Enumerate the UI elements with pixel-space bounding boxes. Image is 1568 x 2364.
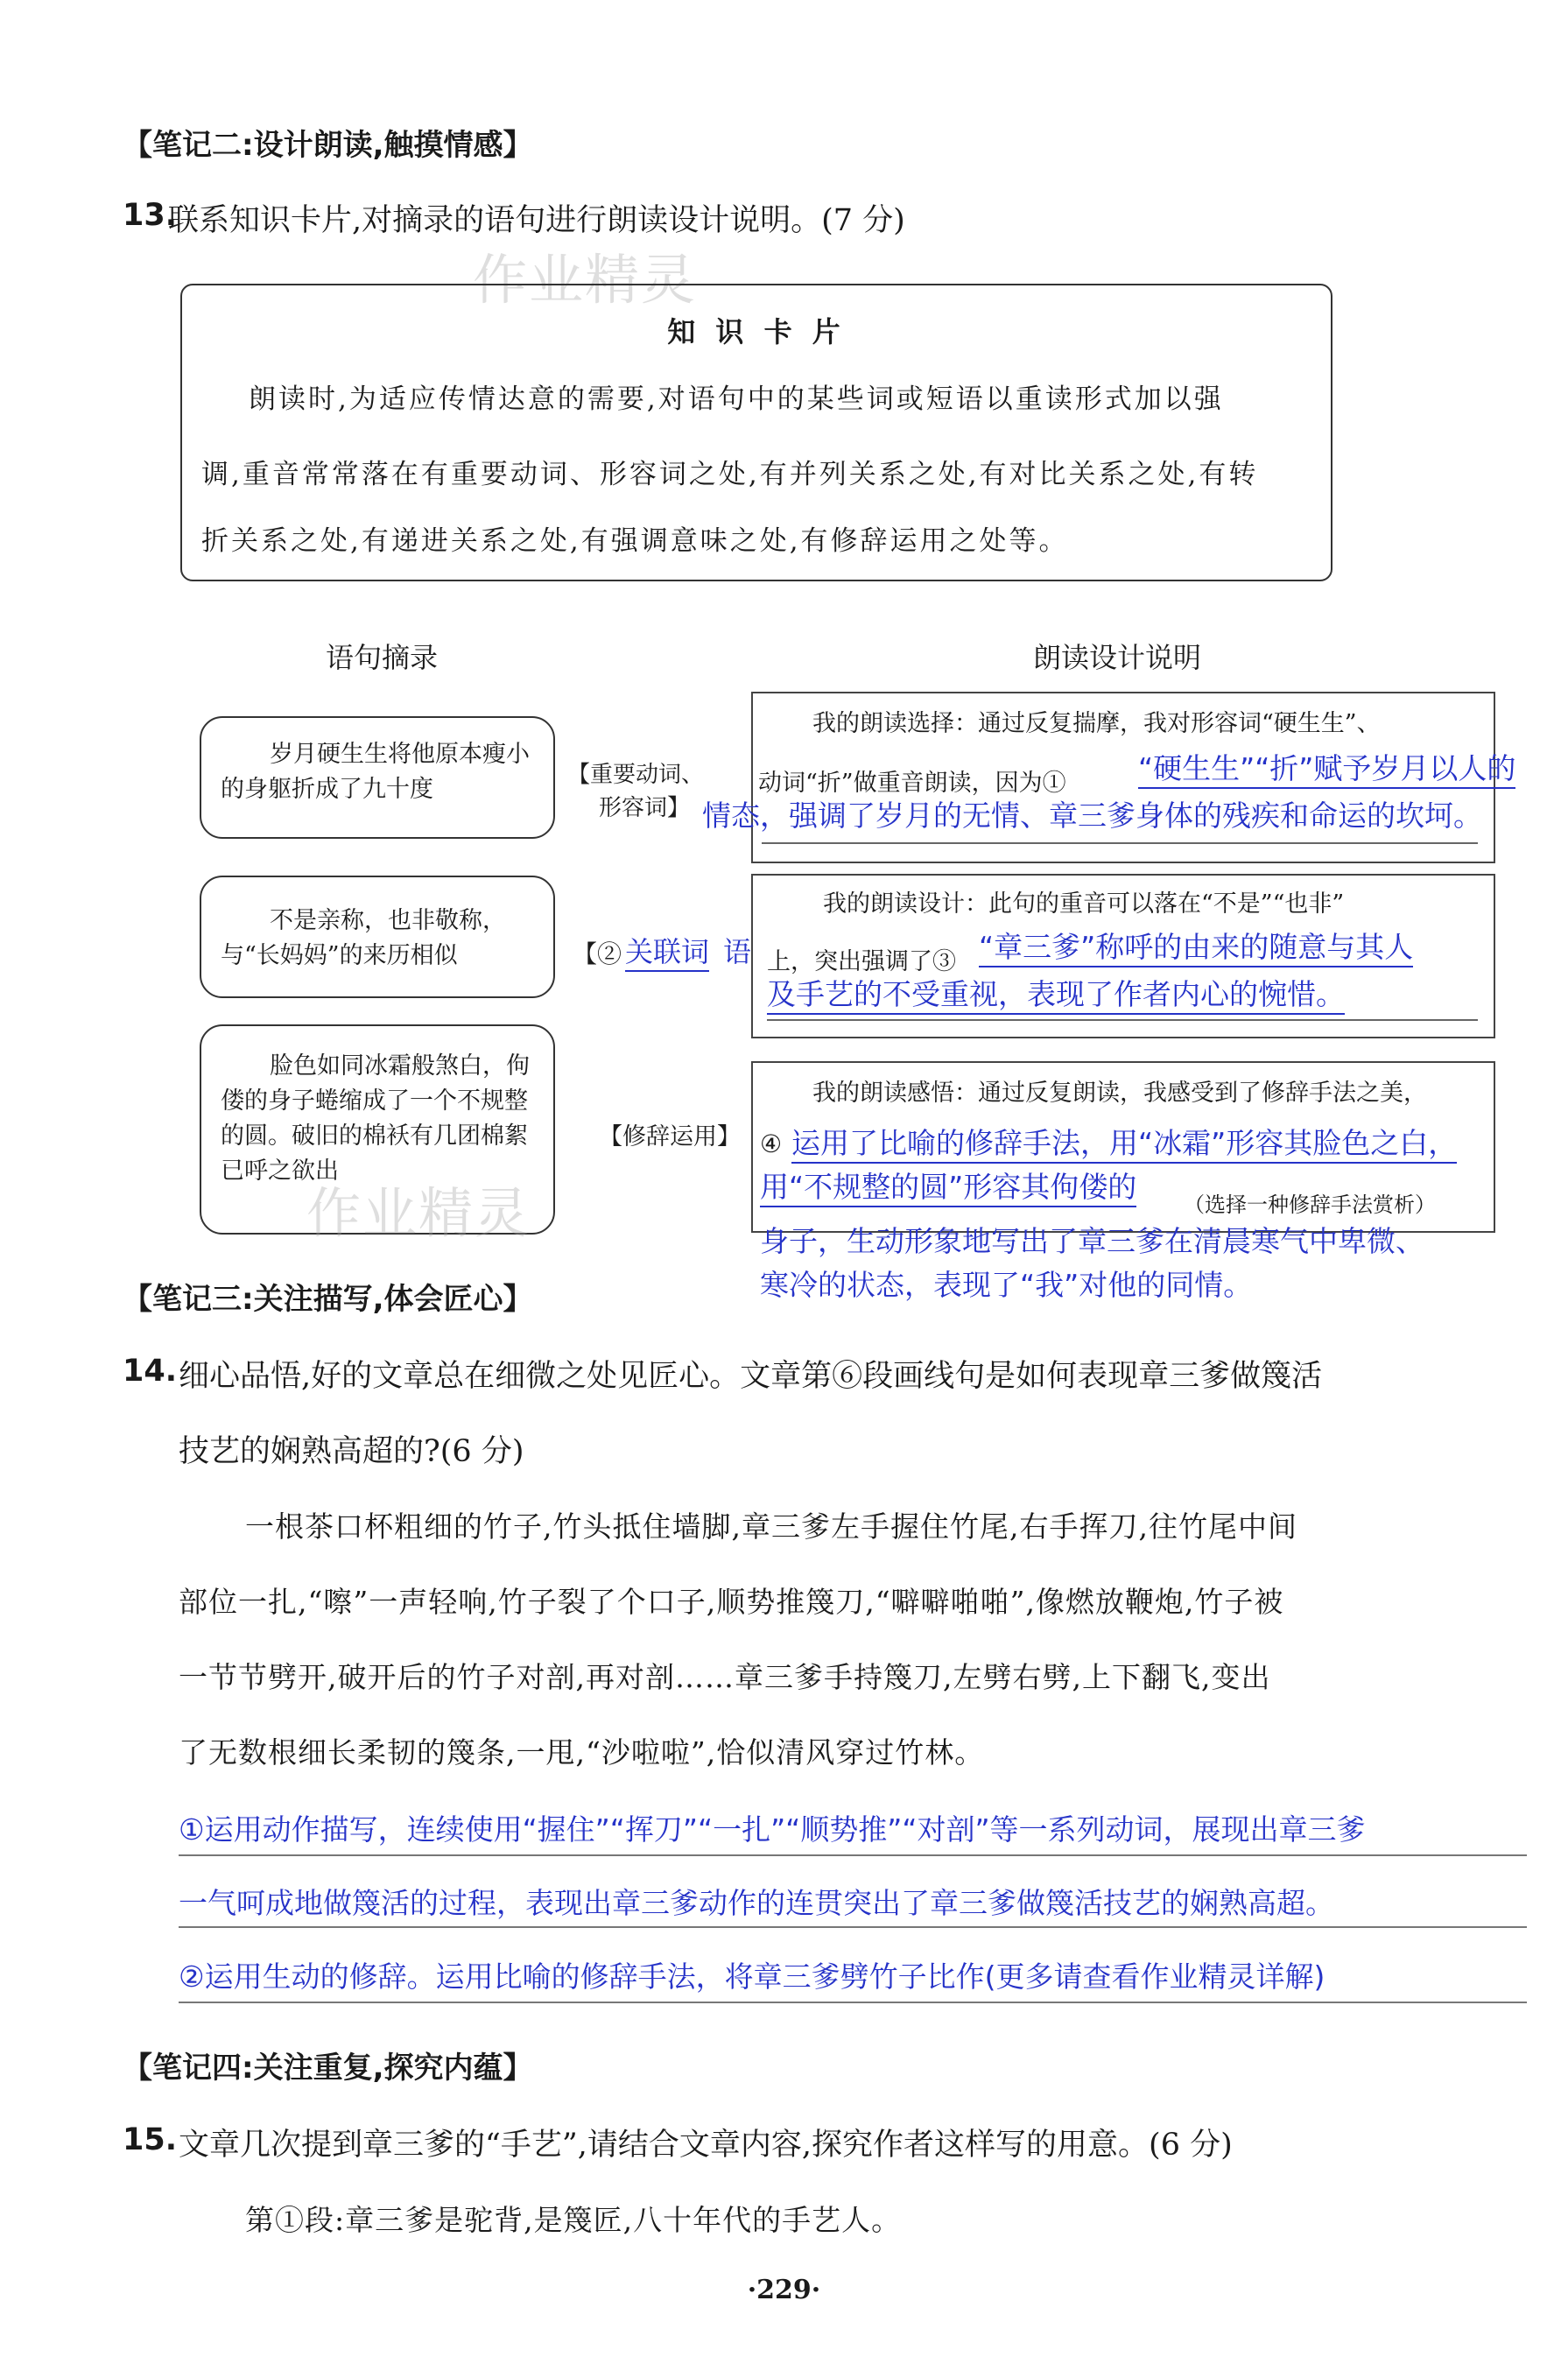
tag-row1-a: 【重要动词、 (567, 762, 705, 788)
rule-line (179, 2002, 1527, 2003)
passage-line-2: 部位一扎,“嚓”一声轻响,竹子裂了个口子,顺势推篾刀,“噼噼啪啪”,像燃放鞭炮,竹子被 (179, 1585, 1284, 1619)
excerpt-box-1 (200, 716, 555, 839)
page-number: ·229· (747, 2275, 821, 2305)
design-1-print-line2: 动词“折”做重音朗读，因为① (758, 770, 1066, 797)
knowledge-card-title: 知 识 卡 片 (667, 315, 846, 348)
column-header-excerpt: 语句摘录 (326, 641, 439, 674)
excerpt-sentence-1: 岁月硬生生将他原本瘦小的身躯折成了九十度 (221, 741, 530, 803)
passage-line-1: 一根茶口杯粗细的竹子,竹头抵住墙脚,章三爹左手握住竹尾,右手挥刀,往竹尾中间 (245, 1509, 1297, 1544)
design-3-print-line1: 我的朗读感悟：通过反复朗读，我感受到了修辞手法之美， (812, 1080, 1427, 1107)
question-number-14: 14. (123, 1354, 178, 1389)
knowledge-card (180, 284, 1332, 581)
answer-3-line1: “章三爹”称呼的由来的随意与其人 (979, 925, 1413, 967)
answer-2-tag: 关联词 (625, 930, 709, 972)
tag-row2-open: 【② (573, 939, 622, 968)
excerpt-sentence-2: 不是亲称，也非敬称，与“长妈妈”的来历相似 (221, 907, 506, 969)
answer-1-line2: 情态，强调了岁月的无情、章三爹身体的残疾和命运的坎坷。 (702, 799, 1482, 833)
rule-line (179, 1926, 1527, 1928)
question-13-stem: 联系知识卡片,对摘录的语句进行朗读设计说明。(7 分) (168, 203, 905, 238)
passage-line-3: 一节节劈开,破开后的竹子对剖,再对剖……章三爹手持篾刀,左劈右劈,上下翻飞,变出 (179, 1660, 1271, 1694)
question-15-stem: 文章几次提到章三爹的“手艺”,请结合文章内容,探究作者这样写的用意。(6 分) (179, 2128, 1233, 2163)
tag-row1-b: 形容词】 (599, 795, 691, 821)
answer-4-line3: 身子，生动形象地写出了章三爹在清晨寒气中卑微、 (760, 1224, 1424, 1258)
answer-14-line1: ①运用动作描写，连续使用“握住”“挥刀”“一扎”“顺势推”“对剖”等一系列动词，展现出章三爹 (179, 1812, 1366, 1847)
design-2-print-line2: 上，突出强调了③ (767, 948, 956, 975)
answer-1-line1: “硬生生”“折”赋予岁月以人的 (1138, 746, 1515, 789)
answer-4-line4: 寒冷的状态，表现了“我”对他的同情。 (760, 1268, 1253, 1302)
design-1-print-line1: 我的朗读选择：通过反复揣摩，我对形容词“硬生生”、 (812, 710, 1381, 737)
section-heading-note2: 【笔记二:设计朗读,触摸情感】 (123, 128, 533, 163)
question-14-stem-line1: 细心品悟,好的文章总在细微之处见匠心。文章第⑥段画线句是如何表现章三爹做篾活 (179, 1359, 1323, 1394)
watermark-logo: 作业精灵 (306, 1181, 531, 1245)
excerpt-box-2 (200, 876, 555, 998)
answer-4-line2: 用“不规整的圆”形容其佝偻的 (760, 1164, 1136, 1207)
rule-line (179, 1854, 1527, 1856)
knowledge-card-line-3: 折关系之处,有递进关系之处,有强调意味之处,有修辞运用之处等。 (201, 525, 1069, 557)
tag-row3: 【修辞运用】 (599, 1123, 741, 1150)
rule-line (762, 842, 1478, 844)
answer-14-line2: 一气呵成地做篾活的过程，表现出章三爹动作的连贯突出了章三爹做篾活技艺的娴熟高超。 (179, 1886, 1334, 1920)
answer-4-number: ④ (760, 1129, 783, 1158)
answer-3-line2: 及手艺的不受重视，表现了作者内心的惋惜。 (767, 972, 1345, 1015)
excerpt-sentence-3: 脸色如同冰霜般煞白，佝偻的身子蜷缩成了一个不规整的圆。破旧的棉袄有几团棉絮已呼之欲出 (221, 1052, 530, 1185)
knowledge-card-line-1: 朗读时,为适应传情达意的需要,对语句中的某些词或短语以重读形式加以强 (249, 383, 1224, 415)
question-15-line1: 第①段:章三爹是驼背,是篾匠,八十年代的手艺人。 (245, 2203, 902, 2237)
question-number-15: 15. (123, 2122, 178, 2157)
watermark-logo: 作业精灵 (473, 248, 698, 312)
column-header-design: 朗读设计说明 (1033, 641, 1202, 674)
section-heading-note3: 【笔记三:关注描写,体会匠心】 (123, 1282, 533, 1317)
design-2-print-line1: 我的朗读设计：此句的重音可以落在“不是”“也非” (823, 890, 1345, 918)
answer-14-line3: ②运用生动的修辞。运用比喻的修辞手法，将章三爹劈竹子比作(更多请查看作业精灵详解) (179, 1959, 1325, 1994)
tag-row2-close: 语 (723, 935, 752, 968)
passage-line-4: 了无数根细长柔韧的篾条,一甩,“沙啦啦”,恰似清风穿过竹林。 (179, 1735, 985, 1769)
section-heading-note4: 【笔记四:关注重复,探究内蕴】 (123, 2051, 533, 2086)
answer-4-line1: 运用了比喻的修辞手法，用“冰霜”形容其脸色之白， (791, 1121, 1457, 1164)
design-3-hint: （选择一种修辞手法赏析） (1184, 1193, 1436, 1217)
question-14-stem-line2: 技艺的娴熟高超的?(6 分) (179, 1434, 524, 1469)
knowledge-card-line-2: 调,重音常常落在有重要动词、形容词之处,有并列关系之处,有对比关系之处,有转 (201, 459, 1259, 490)
rule-line (767, 1019, 1478, 1021)
question-number-13: 13. (123, 198, 178, 233)
